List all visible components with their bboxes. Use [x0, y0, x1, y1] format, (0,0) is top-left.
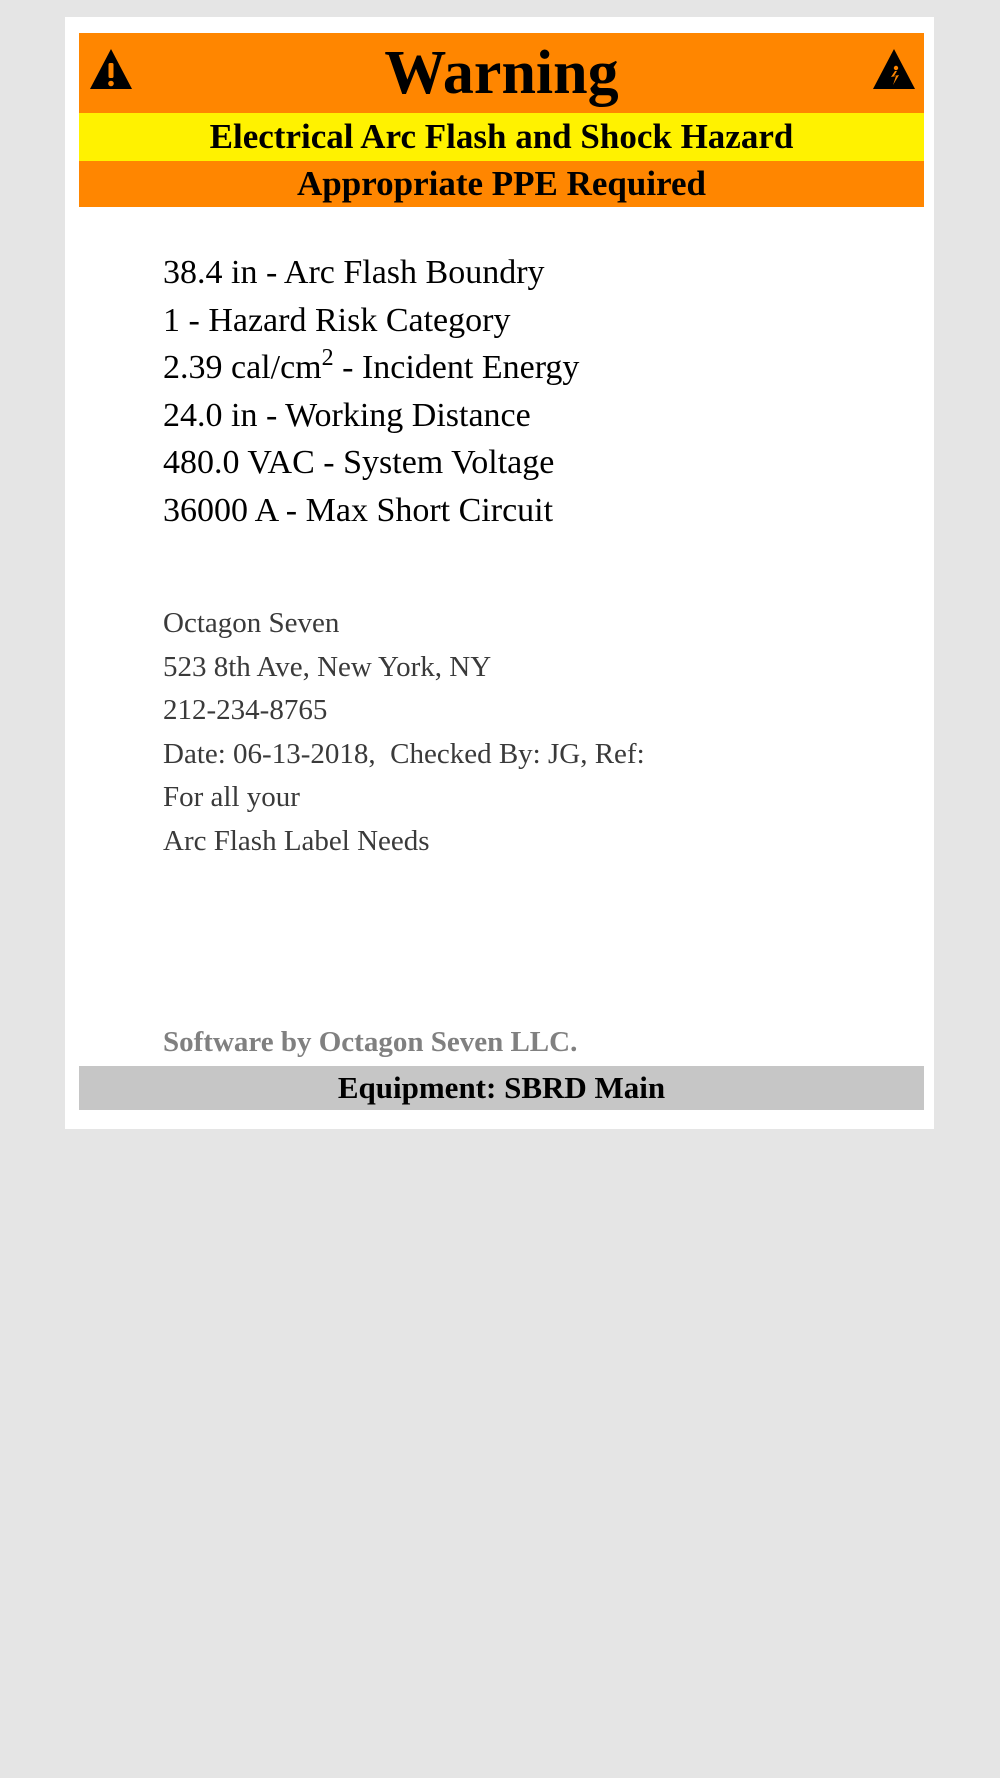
ppe-notice: Appropriate PPE Required — [297, 164, 706, 203]
date-checked-line: Date: 06-13-2018, Checked By: JG, Ref: — [163, 737, 645, 770]
arc-flash-boundary: 38.4 in - Arc Flash Boundry — [163, 254, 545, 291]
ppe-banner — [79, 161, 924, 207]
hazard-subtitle-banner — [79, 113, 924, 161]
company-phone: 212-234-8765 — [163, 694, 328, 727]
equipment-name: Equipment: SBRD Main — [337, 1070, 666, 1105]
software-credit: Software by Octagon Seven LLC. — [163, 1026, 578, 1058]
system-voltage: 480.0 VAC - System Voltage — [163, 444, 555, 481]
hazard-subtitle: Electrical Arc Flash and Shock Hazard — [209, 117, 794, 156]
equipment-banner — [79, 1066, 924, 1110]
company-address: 523 8th Ave, New York, NY — [163, 650, 492, 683]
max-short-circuit: 36000 A - Max Short Circuit — [163, 491, 554, 529]
warning-banner — [79, 33, 924, 113]
incident-energy-value: 2.39 cal/cm — [163, 349, 322, 386]
working-distance: 24.0 in - Working Distance — [163, 396, 531, 434]
warning-title: Warning — [384, 39, 619, 107]
incident-energy-exponent: 2 — [321, 344, 334, 371]
hazard-info-list — [163, 249, 579, 534]
hazard-risk-category: 1 - Hazard Risk Category — [163, 301, 511, 339]
incident-energy-label: - Incident Energy — [333, 349, 580, 386]
tagline-line-1: For all your — [163, 781, 300, 814]
tagline-line-2: Arc Flash Label Needs — [163, 824, 430, 857]
electrical-shock-warning-icon — [872, 47, 916, 91]
exclamation-warning-icon — [89, 47, 133, 91]
contact-info — [163, 602, 645, 864]
arc-flash-label — [65, 17, 934, 1129]
company-name: Octagon Seven — [163, 607, 340, 639]
incident-energy — [163, 344, 579, 392]
